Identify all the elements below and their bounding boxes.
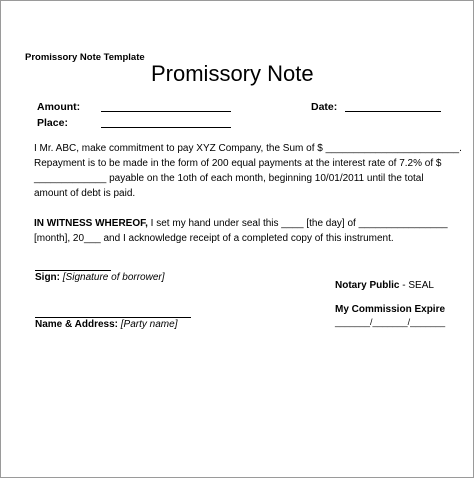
name-label: Name & Address: xyxy=(35,319,118,330)
amount-line xyxy=(101,111,231,112)
template-label: Promissory Note Template xyxy=(25,52,145,63)
para2-line1 xyxy=(34,216,448,231)
sign-row xyxy=(35,272,165,283)
amount-label: Amount: xyxy=(37,101,81,113)
para1-line3: _____________ payable on the 1oth of each month, beginning 10/01/2011 until the total xyxy=(34,173,424,184)
para2-line1-rest: I set my hand under seal this ____ [the day] of ________________ xyxy=(147,218,448,229)
date-line xyxy=(345,111,441,112)
name-placeholder: [Party name] xyxy=(120,319,178,330)
para1-line2: Repayment is to be made in the form of 200 equal payments at the interest rate of 7.2% of $ xyxy=(34,158,442,169)
commission-blanks: _______/_______/_______ xyxy=(335,317,446,327)
place-line xyxy=(101,127,231,128)
name-row xyxy=(35,319,177,330)
para1-line4: amount of debt is paid. xyxy=(34,188,136,199)
notary-rest: - SEAL xyxy=(399,280,434,291)
signature-line xyxy=(35,270,111,271)
commission-label: My Commission Expire xyxy=(335,304,446,315)
para2-line2: [month], 20___ and I acknowledge receipt of a completed copy of this instrument. xyxy=(34,233,394,244)
notary-bold: Notary Public xyxy=(335,280,400,291)
place-label: Place: xyxy=(37,117,68,129)
name-line xyxy=(35,317,191,318)
sign-placeholder: [Signature of borrower] xyxy=(62,272,165,283)
sign-label: Sign: xyxy=(35,272,60,283)
para1-line1: I Mr. ABC, make commitment to pay XYZ Company, the Sum of $ ________________________. xyxy=(34,143,462,154)
date-label: Date: xyxy=(311,101,338,113)
document-title: Promissory Note xyxy=(151,61,314,86)
witness-paragraph xyxy=(34,216,448,246)
commitment-paragraph xyxy=(34,141,462,201)
witness-bold: IN WITNESS WHEREOF, xyxy=(34,218,148,229)
notary-row xyxy=(335,280,434,291)
